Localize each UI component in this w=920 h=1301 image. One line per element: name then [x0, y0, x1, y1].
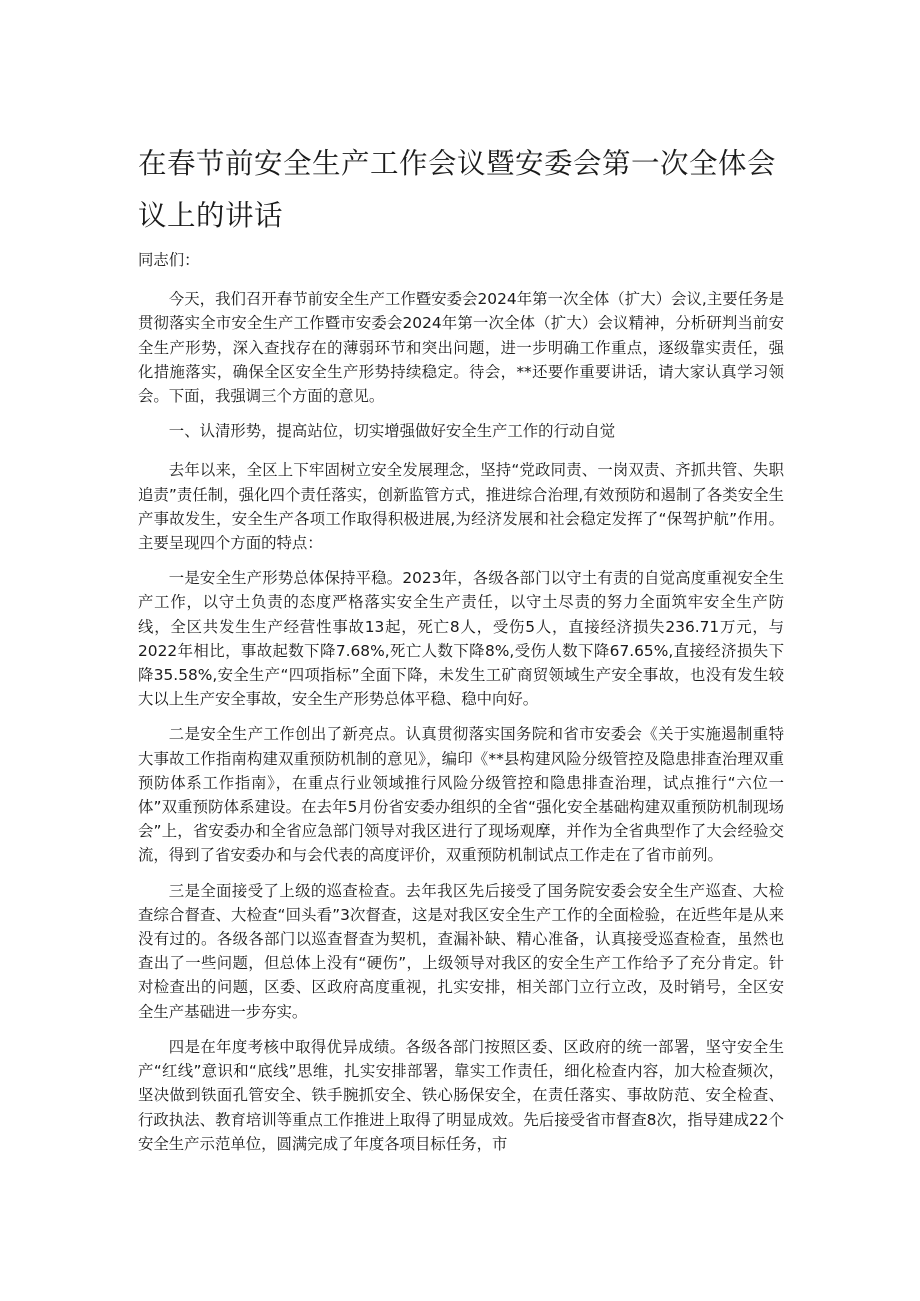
- section-heading-1: 一、认清形势，提高站位，切实增强做好安全生产工作的行动自觉: [168, 422, 616, 441]
- paragraph-intro: 今天，我们召开春节前安全生产工作暨安委会2024年第一次全体（扩大）会议,主要任务是贯彻落实全市安全生产工作暨市安委会2024年第一次全体（扩大）会议精神，分析研判当前安全生产形势，深入查找存在的薄弱环节和突出问题，进一步明确工作重点，逐级靠实责任，强化措施落实，确保全区安全生产形势持续稳定。待会，**还要作重要讲话，请大家认真学习领会。下面，我强调三个方面的意见。: [138, 290, 784, 406]
- salutation: 同志们：: [138, 251, 200, 269]
- paragraph-overview: 去年以来，全区上下牢固树立安全发展理念，坚持“党政同责、一岗双责、齐抓共管、失职追责”责任制，强化四个责任落实，创新监管方式，推进综合治理,有效预防和遏制了各类安全生产事故发生，安全生产各项工作取得积极进展,为经济发展和社会稳定发挥了“保驾护航”作用。主要呈现四个方面的特点：: [138, 461, 784, 553]
- paragraph-point-3: 三是全面接受了上级的巡查检查。去年我区先后接受了国务院安委会安全生产巡查、大检查综合督查、大检查“回头看”3次督查，这是对我区安全生产工作的全面检验，在近些年是从来没有过的。各级各部门以巡查督查为契机，查漏补缺、精心准备，认真接受巡查检查，虽然也查出了一些问题，但总体上没有“硬伤”，上级领导对我区的安全生产工作给予了充分肯定。针对检查出的问题，区委、区政府高度重视，扎实安排，相关部门立行立改，及时销号，全区安全生产基础进一步夯实。: [138, 881, 784, 1021]
- paragraph-point-1: 一是安全生产形势总体保持平稳。2023年，各级各部门以守土有责的自觉高度重视安全生产工作，以守土负责的态度严格落实安全生产责任，以守土尽责的努力全面筑牢安全生产防线，全区共发生生产经营性事故13起，死亡8人，受伤5人，直接经济损失236.71万元，与2022年相比，事故起数下降7.68%,死亡人数下降8%,受伤人数下降67.65%,直接经济损失下降35.58%,安全生产“四项指标”全面下降，未发生工矿商贸领域生产安全事故，也没有发生较大以上生产安全事故，安全生产形势总体平稳、稳中向好。: [138, 569, 784, 709]
- document-title: 在春节前安全生产工作会议暨安委会第一次全体会议上的讲话: [138, 147, 777, 232]
- document-body: [138, 248, 784, 1167]
- paragraph-point-4: 四是在年度考核中取得优异成绩。各级各部门按照区委、区政府的统一部署，坚守安全生产“红线”意识和“底线”思维，扎实安排部署，靠实工作责任，细化检查内容，加大检查频次，坚决做到铁面孔管安全、铁手腕抓安全、铁心肠保安全，在责任落实、事故防范、安全检查、行政执法、教育培训等重点工作推进上取得了明显成效。先后接受省市督查8次，指导建成22个安全生产示范单位，圆满完成了年度各项目标任务，市: [138, 1037, 784, 1153]
- paragraph-point-2: 二是安全生产工作创出了新亮点。认真贯彻落实国务院和省市安委会《关于实施遏制重特大事故工作指南构建双重预防机制的意见》，编印《**县构建风险分级管控及隐患排查治理双重预防体系工作指南》，在重点行业领域推行风险分级管控和隐患排查治理，试点推行“六位一体”双重预防体系建设。在去年5月份省安委办组织的全省“强化安全基础构建双重预防机制现场会”上，省安委办和全省应急部门领导对我区进行了现场观摩，并作为全省典型作了大会经验交流，得到了省安委办和与会代表的高度评价，双重预防机制试点工作走在了省市前列。: [138, 725, 784, 865]
